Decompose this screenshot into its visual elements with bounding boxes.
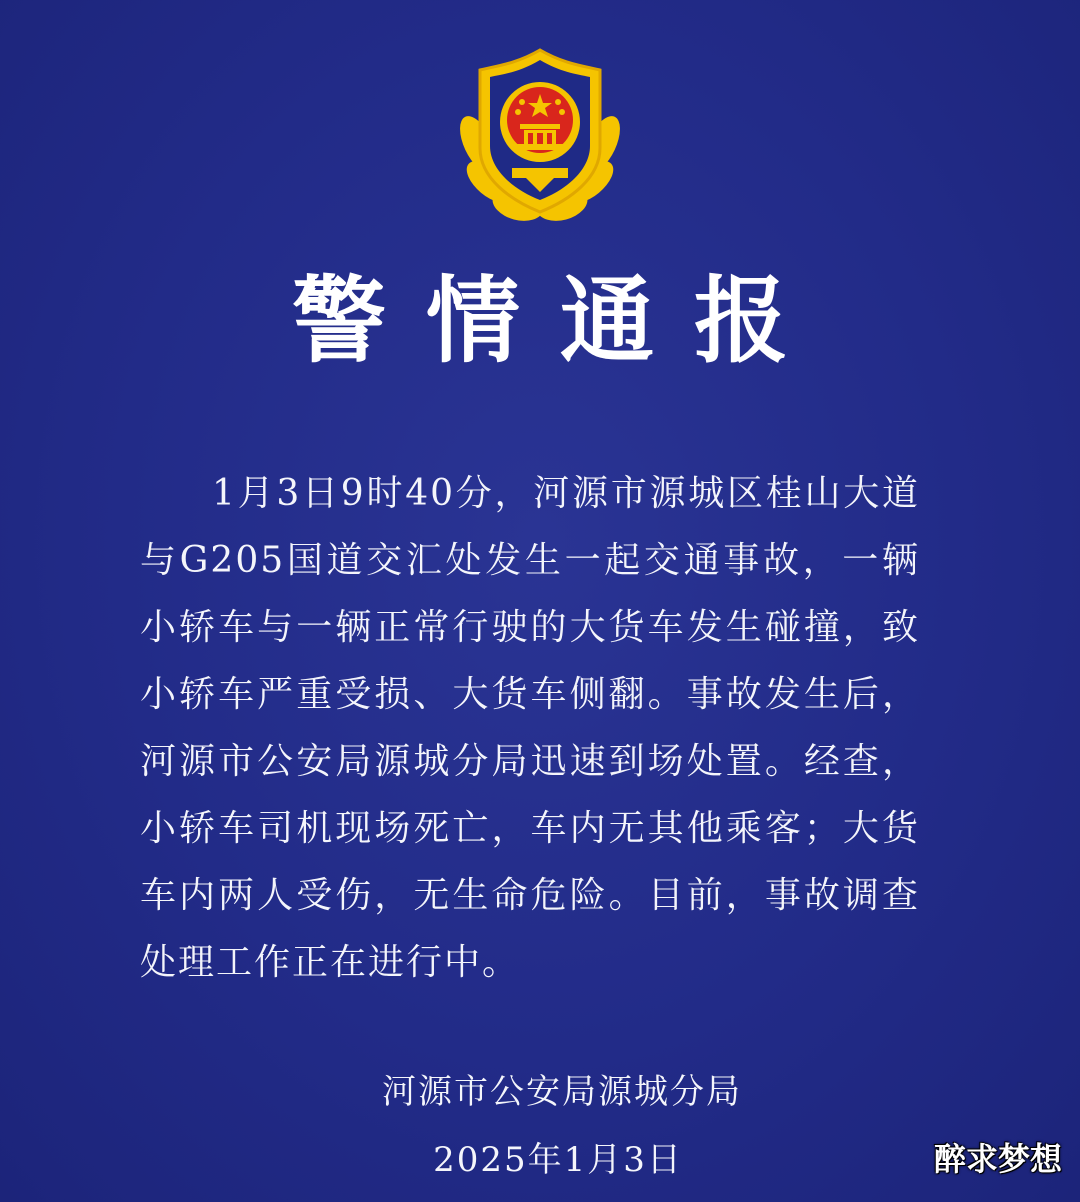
notice-body: 1月3日9时40分，河源市源城区桂山大道与G205国道交汇处发生一起交通事故，一辆小轿车与一辆正常行驶的大货车发生碰撞，致小轿车严重受损、大货车侧翻。事故发生后，河源市公安局源城分局迅速到场处置。经查，小轿车司机现场死亡，车内无其他乘客；大货车内两人受伤，无生命危险。目前，事故调查处理工作正在进行中。: [140, 473, 920, 983]
police-emblem-icon: [456, 44, 624, 224]
notice-title: 警情通报: [291, 267, 828, 376]
issuer-name: 河源市公安局源城分局: [382, 1072, 742, 1112]
issue-date: 2025年1月3日: [433, 1140, 683, 1180]
watermark: 醉求梦想: [933, 1140, 1062, 1178]
